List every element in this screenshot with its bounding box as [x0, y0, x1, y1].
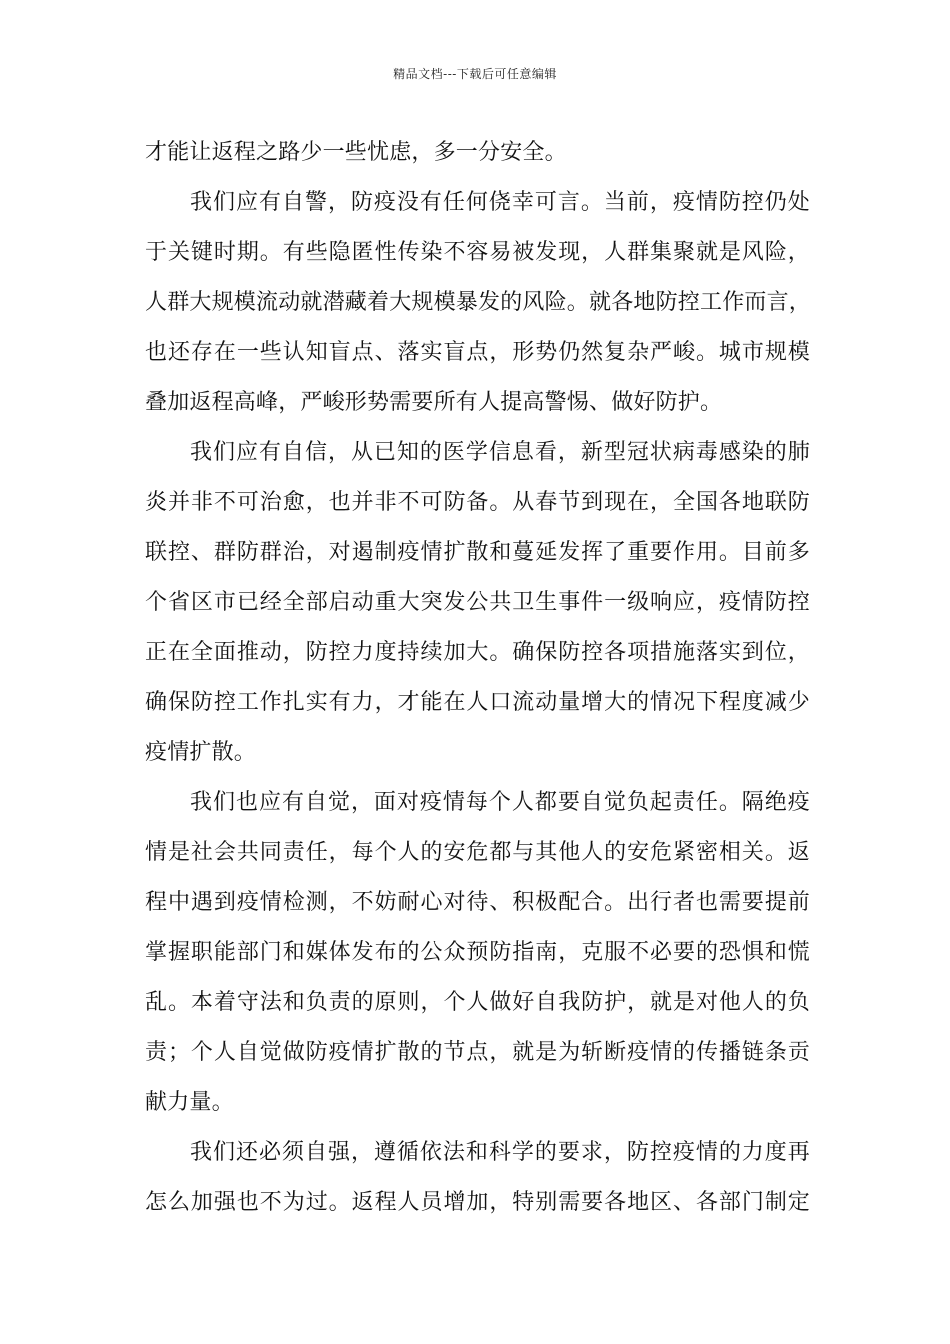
paragraph-line: 情是社会共同责任，每个人的安危都与其他人的安危紧密相关。返 — [145, 840, 810, 865]
paragraph-line: 我们也应有自觉，面对疫情每个人都要自觉负起责任。隔绝疫 — [190, 790, 810, 815]
paragraph-line: 疫情扩散。 — [145, 740, 257, 765]
paragraph-line: 我们应有自信，从已知的医学信息看，新型冠状病毒感染的肺 — [190, 440, 810, 465]
paragraph-line: 确保防控工作扎实有力，才能在人口流动量增大的情况下程度减少 — [145, 690, 810, 715]
paragraph-line: 程中遇到疫情检测，不妨耐心对待、积极配合。出行者也需要提前 — [145, 890, 810, 915]
paragraph-line: 责；个人自觉做防疫情扩散的节点，就是为斩断疫情的传播链条贡 — [145, 1040, 810, 1065]
document-body — [145, 128, 810, 1228]
paragraph-line: 炎并非不可治愈，也并非不可防备。从春节到现在，全国各地联防 — [145, 490, 810, 515]
paragraph-line: 才能让返程之路少一些忧虑，多一分安全。 — [145, 140, 567, 165]
paragraph-line: 于关键时期。有些隐匿性传染不容易被发现，人群集聚就是风险， — [145, 240, 810, 265]
paragraph-line: 献力量。 — [145, 1090, 234, 1115]
paragraph-line: 怎么加强也不为过。返程人员增加，特别需要各地区、各部门制定 — [145, 1190, 810, 1215]
paragraph-line: 我们应有自警，防疫没有任何侥幸可言。当前，疫情防控仍处 — [190, 190, 810, 215]
paragraph-line: 我们还必须自强，遵循依法和科学的要求，防控疫情的力度再 — [190, 1140, 810, 1165]
paragraph-line: 乱。本着守法和负责的原则，个人做好自我防护，就是对他人的负 — [145, 990, 810, 1015]
paragraph-line: 正在全面推动，防控力度持续加大。确保防控各项措施落实到位， — [145, 640, 810, 665]
paragraph-line: 也还存在一些认知盲点、落实盲点，形势仍然复杂严峻。城市规模 — [145, 340, 810, 365]
page-header: 精品文档---下载后可任意编辑 — [393, 67, 557, 81]
paragraph-line: 叠加返程高峰，严峻形势需要所有人提高警惕、做好防护。 — [145, 390, 723, 415]
paragraph-line: 联控、群防群治，对遏制疫情扩散和蔓延发挥了重要作用。目前多 — [145, 540, 810, 565]
paragraph-line: 掌握职能部门和媒体发布的公众预防指南，克服不必要的恐惧和慌 — [145, 940, 810, 965]
paragraph-line: 人群大规模流动就潜藏着大规模暴发的风险。就各地防控工作而言， — [145, 290, 812, 315]
paragraph-line: 个省区市已经全部启动重大突发公共卫生事件一级响应，疫情防控 — [145, 590, 810, 615]
